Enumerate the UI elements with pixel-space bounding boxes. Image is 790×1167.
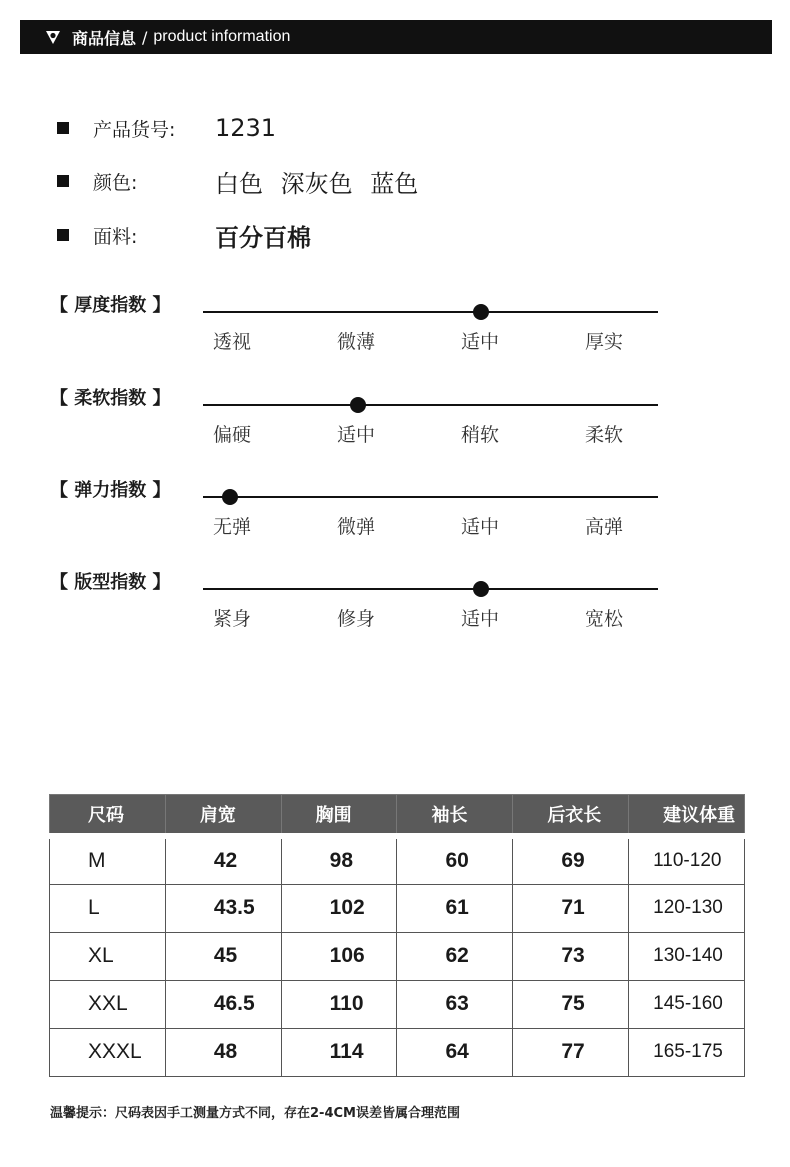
index-option: 适中 [461,516,500,538]
info-value [215,164,428,199]
table-cell: L [50,884,166,932]
bullet-square [57,122,69,134]
index-title: 【 柔软指数 】 [50,388,171,409]
table-cell: XXXL [50,1028,166,1076]
color-option: 深灰色 [280,169,353,198]
column-header: 肩宽 [165,795,281,837]
index-scale [50,572,670,650]
index-option: 修身 [337,608,376,630]
table-cell: 73 [513,932,629,980]
index-marker [350,397,366,413]
info-row-fabric [57,220,311,250]
table-cell: 98 [281,836,397,884]
bullet-square [57,229,69,241]
color-option: 蓝色 [370,169,419,198]
table-cell: 42 [165,836,281,884]
index-option: 适中 [337,424,376,446]
index-track [203,588,658,590]
size-tip: 温馨提示：尺码表因手工测量方式不同，存在2-4CM误差皆属合理范围 [50,1106,460,1121]
table-cell: 145-160 [629,980,745,1028]
table-cell: 110-120 [629,836,745,884]
index-title: 【 版型指数 】 [50,572,171,593]
index-option: 宽松 [585,608,624,630]
table-cell: 69 [513,836,629,884]
info-label: 颜色: [93,171,138,194]
index-option: 适中 [461,331,500,353]
header-separator: / [142,27,148,47]
table-cell: 77 [513,1028,629,1076]
info-value: 1231 [215,114,277,142]
table-cell: 62 [397,932,513,980]
table-cell: 45 [165,932,281,980]
column-header: 后衣长 [513,795,629,837]
index-option: 紧身 [213,608,252,630]
index-title: 【 厚度指数 】 [50,295,171,316]
table-row [50,884,745,932]
table-row [50,1028,745,1076]
table-cell: 165-175 [629,1028,745,1076]
color-option: 白色 [215,169,263,198]
table-cell: 130-140 [629,932,745,980]
index-option: 透视 [213,331,252,353]
index-marker [473,304,489,320]
table-cell: 48 [165,1028,281,1076]
index-marker [222,489,238,505]
table-cell: 75 [513,980,629,1028]
index-option: 厚实 [585,331,624,353]
info-label: 面料: [93,225,138,248]
index-track [203,311,658,313]
index-option: 微弹 [337,516,376,538]
info-label: 产品货号: [93,118,176,141]
index-scale [50,388,670,466]
table-cell: 114 [281,1028,397,1076]
table-cell: 60 [397,836,513,884]
heart-shield-icon [44,28,62,46]
table-cell: 46.5 [165,980,281,1028]
index-scale [50,480,670,558]
table-cell: 63 [397,980,513,1028]
index-option: 高弹 [585,516,624,538]
bullet-square [57,175,69,187]
table-cell: XXL [50,980,166,1028]
index-option: 稍软 [461,424,500,446]
index-scale [50,295,670,373]
column-header: 尺码 [50,795,166,837]
index-marker [473,581,489,597]
column-header: 袖长 [397,795,513,837]
index-title: 【 弹力指数 】 [50,480,171,501]
index-option: 柔软 [585,424,624,446]
info-row-color [57,166,428,196]
table-row [50,836,745,884]
index-option: 适中 [461,608,500,630]
table-cell: 120-130 [629,884,745,932]
info-row-item-number [57,113,276,143]
index-track [203,404,658,406]
table-cell: M [50,836,166,884]
info-value: 百分百棉 [215,223,311,252]
index-option: 偏硬 [213,424,252,446]
table-cell: 106 [281,932,397,980]
index-option: 微薄 [337,331,376,353]
header-title-en: product information [153,28,291,45]
table-cell: XL [50,932,166,980]
table-cell: 64 [397,1028,513,1076]
table-header-row [50,795,745,837]
table-cell: 43.5 [165,884,281,932]
index-option: 无弹 [213,516,252,538]
table-cell: 102 [281,884,397,932]
size-table [49,794,745,1077]
table-cell: 71 [513,884,629,932]
table-row [50,980,745,1028]
column-header: 胸围 [281,795,397,837]
table-cell: 61 [397,884,513,932]
header-title-cn: 商品信息 [72,28,137,48]
table-row [50,932,745,980]
table-cell: 110 [281,980,397,1028]
section-header [20,20,772,54]
index-track [203,496,658,498]
column-header: 建议体重 [629,795,745,837]
